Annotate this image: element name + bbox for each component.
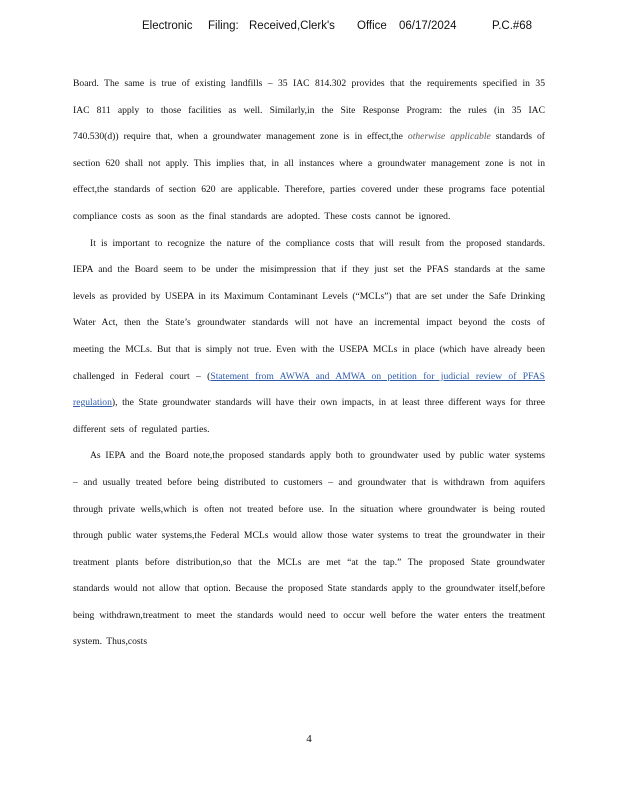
header-date: 06/17/2024 bbox=[399, 20, 457, 32]
paragraph-3-text: As IEPA and the Board note,the proposed standards apply both to groundwater used by public water systems – and usually treated before being distributed to customers – and groundwater that is withdrawn from aquifers through private wells,which is often not treated before use. In the situation where groundwater is being routed through public water systems,the Federal MCLs would allow those water systems to treat the groundwater in their treatment plants before distribution,so that the MCLs are met “at the tap.” The proposed State groundwater standards would not allow that option. Because the proposed State standards apply to the groundwater itself,before being withdrawn,treatment to meet the standards would need to occur well before the water enters the treatment system. Thus,costs bbox=[73, 450, 545, 648]
paragraph-1 bbox=[73, 71, 545, 231]
paragraph-1-text-a: Board. The same is true of existing landfills – 35 IAC 814.302 provides that the requirements specified in 35 IAC 811 apply to those facilities as well. Similarly,in the Site Response Program: the rules (in 35 IAC 740.530(d)) require that, when a groundwater management zone is in effect,the bbox=[73, 78, 545, 143]
awwa-statement-link[interactable]: Statement from AWWA and AMWA on petition for judicial review of PFAS regulation bbox=[73, 370, 545, 409]
header-filing: Filing: bbox=[208, 20, 239, 32]
header-office: Office bbox=[357, 20, 387, 32]
header-pc-number: P.C.#68 bbox=[492, 20, 533, 32]
header-electronic: Electronic bbox=[142, 20, 193, 32]
paragraph-3 bbox=[73, 443, 545, 656]
paragraph-1-italic: otherwise applicable bbox=[407, 131, 491, 143]
paragraph-2-text-a: It is important to recognize the nature of the compliance costs that will result from the proposed standards. IEPA and the Board seem to be under the misimpression that if they just set the PFAS standards at the same levels as provided by USEPA in its Maximum Contaminant Levels (“MCLs”) that are set under the Safe Drinking Water Act, then the State’s groundwater standards will not have an incremental impact beyond the costs of meeting the MCLs. But that is simply not true. Even with the USEPA MCLs in place (which have already been challenged in Federal court – ( bbox=[73, 237, 545, 382]
paragraph-2 bbox=[73, 231, 545, 444]
paragraph-2-text-b: ), the State groundwater standards will have their own impacts, in at least three different ways for three different sets of regulated parties. bbox=[73, 397, 545, 435]
header-received: Received,Clerk's bbox=[249, 20, 335, 32]
filing-header bbox=[0, 20, 618, 36]
page-number: 4 bbox=[306, 733, 312, 745]
paragraph-1-text-b: standards of section 620 shall not apply. This implies that, in all instances where a groundwater management zone is not in effect,the standards of section 620 are applicable. Therefore, parties covered under these programs face potential compliance costs as soon as the final standards are adopted. These costs cannot be ignored. bbox=[73, 131, 545, 222]
document-body bbox=[73, 71, 545, 656]
